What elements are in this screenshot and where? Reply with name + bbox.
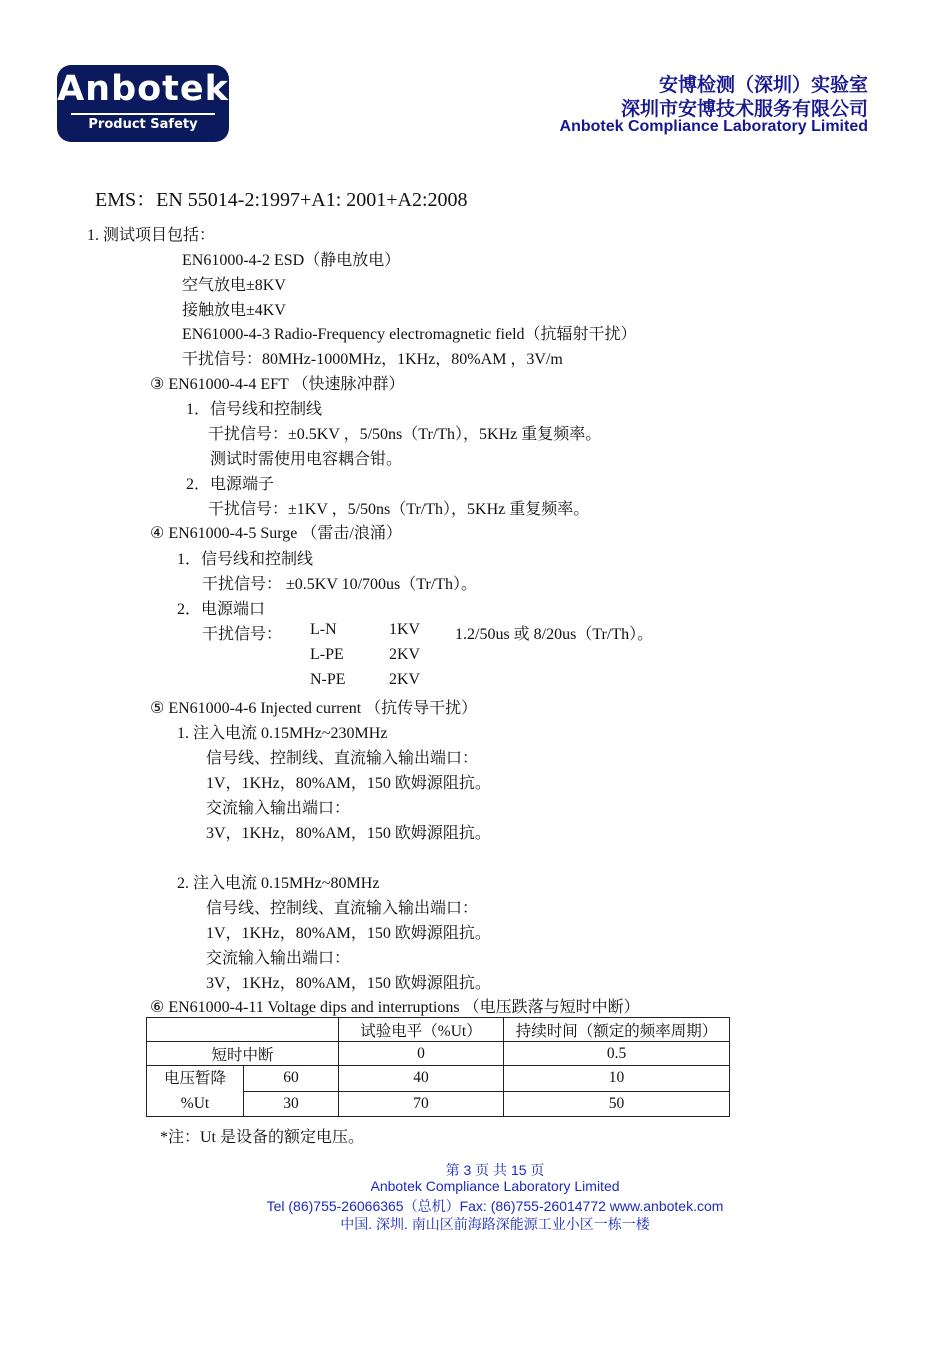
cell-level: 70	[339, 1091, 504, 1117]
list-item: 3V，1KHz，80%AM，150 欧姆源阻抗。	[206, 825, 491, 842]
surge-line-value: 1KV	[389, 621, 421, 638]
header-company-en: Anbotek Compliance Laboratory Limited	[559, 118, 868, 135]
surge-line-value: 2KV	[389, 671, 421, 688]
list-item: 2. 注入电流 0.15MHz~80MHz	[177, 875, 380, 892]
list-item: 接触放电±4KV	[182, 302, 286, 319]
list-item: 2．电源端口	[177, 601, 266, 618]
surge-line-value: 2KV	[389, 646, 421, 663]
row-group-label	[147, 1066, 244, 1117]
cell-level: 40	[339, 1066, 504, 1092]
cell-sub: 60	[244, 1066, 339, 1092]
surge-line-label: N-PE	[310, 671, 346, 688]
list-item: 交流输入输出端口：	[206, 950, 351, 967]
list-item: 信号线、控制线、直流输入输出端口：	[206, 750, 479, 767]
row-label: 短时中断	[147, 1042, 339, 1066]
footer-page-number: 第 3 页 共 15 页	[445, 1162, 545, 1178]
table-row	[147, 1066, 730, 1092]
list-item: 1. 注入电流 0.15MHz~230MHz	[177, 725, 388, 742]
list-item: 1．信号线和控制线	[177, 551, 314, 568]
header-duration: 持续时间（额定的频率周期）	[504, 1018, 730, 1042]
list-item: 干扰信号：	[202, 626, 283, 643]
header-lab-name: 安博检测（深圳）实验室	[658, 74, 868, 96]
table-note: *注：Ut 是设备的额定电压。	[160, 1129, 365, 1146]
list-item: 信号线、控制线、直流输入输出端口：	[206, 900, 479, 917]
footer-company: Anbotek Compliance Laboratory Limited	[370, 1178, 620, 1194]
company-logo	[57, 65, 229, 142]
list-item: 空气放电±8KV	[182, 277, 286, 294]
list-item: 3V，1KHz，80%AM，150 欧姆源阻抗。	[206, 975, 491, 992]
logo-sub: Product Safety	[88, 117, 198, 132]
header-level: 试验电平（%Ut）	[339, 1018, 504, 1042]
surge-waveform: 1.2/50us 或 8/20us（Tr/Th）。	[455, 626, 654, 643]
row-group-label-line2: %Ut	[180, 1095, 210, 1112]
list-item: 测试时需使用电容耦合钳。	[210, 451, 403, 468]
list-item: 干扰信号：±1KV ，5/50ns（Tr/Th），5KHz 重复频率。	[208, 501, 590, 518]
list-item: ③ EN61000-4-4 EFT （快速脉冲群）	[150, 376, 405, 393]
voltage-dips-table	[146, 1017, 730, 1117]
list-item: ⑥ EN61000-4-11 Voltage dips and interruptions （电压跌落与短时中断）	[150, 999, 640, 1016]
list-item: EN61000-4-2 ESD（静电放电）	[182, 252, 401, 269]
surge-line-label: L-PE	[310, 646, 344, 663]
list-item: ④ EN61000-4-5 Surge （雷击/浪涌）	[150, 525, 402, 542]
list-item: ⑤ EN61000-4-6 Injected current （抗传导干扰）	[150, 700, 478, 717]
row-group-label-line1: 电压暂降	[163, 1070, 226, 1087]
list-item: 交流输入输出端口：	[206, 800, 351, 817]
list-item: 2．电源端子	[186, 476, 275, 493]
cell-duration: 0.5	[504, 1042, 730, 1066]
list-item: 干扰信号：80MHz-1000MHz，1KHz，80%AM ，3V/m	[182, 351, 563, 368]
footer-contact: Tel (86)755-26066365（总机）Fax: (86)755-26014772 www.anbotek.com	[266, 1198, 724, 1214]
logo-brand: Anbotek	[57, 69, 229, 109]
table-row	[147, 1018, 730, 1042]
surge-line-label: L-N	[310, 621, 337, 638]
list-item: EN61000-4-3 Radio-Frequency electromagnetic field（抗辐射干扰）	[182, 326, 637, 343]
footer-address: 中国. 深圳. 南山区前海路深能源工业小区一栋一楼	[340, 1216, 650, 1232]
cell-duration: 50	[504, 1091, 730, 1117]
page-title: EMS：EN 55014-2:1997+A1: 2001+A2:2008	[95, 189, 468, 211]
table-row	[147, 1042, 730, 1066]
list-item: 1V，1KHz，80%AM，150 欧姆源阻抗。	[206, 925, 491, 942]
list-item: 干扰信号：±0.5KV ，5/50ns（Tr/Th），5KHz 重复频率。	[208, 426, 602, 443]
header-company-cn: 深圳市安博技术服务有限公司	[620, 98, 868, 120]
list-item: 1. 测试项目包括：	[87, 227, 216, 244]
list-item: 1V，1KHz，80%AM，150 欧姆源阻抗。	[206, 775, 491, 792]
list-item: 1．信号线和控制线	[186, 401, 323, 418]
list-item: 干扰信号： ±0.5KV 10/700us（Tr/Th）。	[202, 576, 478, 593]
cell-sub: 30	[244, 1091, 339, 1117]
cell-level: 0	[339, 1042, 504, 1066]
logo-rule	[71, 113, 215, 115]
cell-duration: 10	[504, 1066, 730, 1092]
